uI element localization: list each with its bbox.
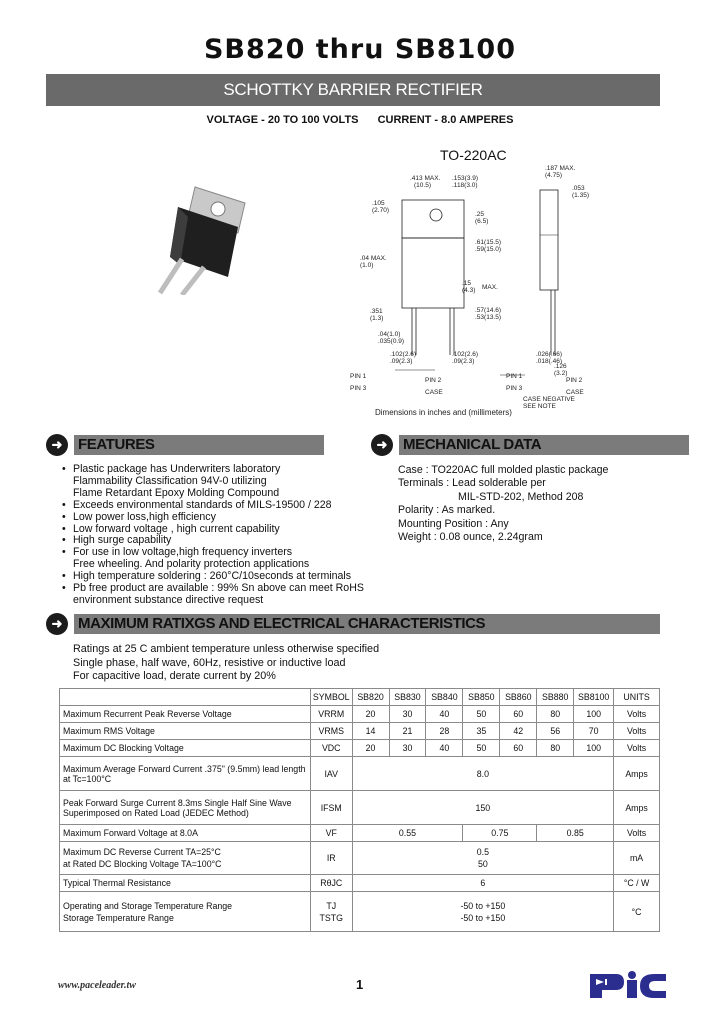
value-cell: 21: [389, 723, 426, 740]
dimension-label: .09(2.3): [390, 358, 413, 365]
subtitle-banner: SCHOTTKY BARRIER RECTIFIER: [46, 74, 660, 106]
condition-line: For capacitive load, derate current by 20%: [73, 670, 276, 682]
symbol-cell: IFSM: [310, 791, 352, 825]
symbol-cell: [310, 892, 352, 932]
arrow-icon: ➜: [46, 434, 68, 456]
dimension-label: .018(.46): [536, 358, 563, 365]
value-cell: [352, 892, 614, 932]
unit-cell: mA: [614, 842, 660, 875]
parameter-text: Operating and Storage Temperature Range: [63, 900, 233, 911]
symbol-text: TSTG: [319, 912, 343, 923]
value-cell: 56: [537, 723, 574, 740]
parameter-text: Maximum DC Reverse Current TA=25°C: [63, 847, 221, 857]
value-cell: 40: [426, 740, 463, 757]
dimension-label: CASE: [566, 389, 584, 396]
dimension-label: .102(2.6): [452, 351, 479, 358]
parameter-cell: Peak Forward Surge Current 8.3ms Single Half Sine Wave Superimposed on Rated Load (JEDEC Method): [60, 791, 311, 825]
parameter-cell: Maximum RMS Voltage: [60, 723, 311, 740]
feature-text: High surge capability: [73, 534, 172, 547]
dimension-label: PIN 2: [566, 377, 583, 384]
dimension-label: .105: [372, 200, 385, 207]
pic-logo: [588, 970, 668, 1000]
feature-text: Low power loss,high efficiency: [73, 510, 216, 523]
dimension-label: .61(15.5): [475, 239, 502, 246]
dimension-label: CASE NEGATIVE: [523, 396, 575, 403]
value-cell: 14: [352, 723, 389, 740]
feature-text: Low forward voltage , high current capability: [73, 522, 280, 535]
table-row: [60, 825, 660, 842]
dimension-label: (1.3): [370, 315, 384, 322]
column-header: SB860: [500, 689, 537, 706]
column-header: SB840: [426, 689, 463, 706]
feature-text: Flammability Classification 94V-0 utilizing: [73, 474, 267, 487]
value-cell: 60: [500, 706, 537, 723]
column-header: SB830: [389, 689, 426, 706]
dimension-label: (6.5): [475, 218, 489, 225]
table-row: [60, 757, 660, 791]
column-header: SB880: [537, 689, 574, 706]
unit-cell: Amps: [614, 757, 660, 791]
dimension-label: .25: [475, 211, 485, 218]
condition-line: Ratings at 25 C ambient temperature unless otherwise specified: [73, 643, 380, 655]
value-cell: 100: [574, 740, 614, 757]
table-row: [60, 740, 660, 757]
value-cell: 0.55: [352, 825, 463, 842]
page-title: SB820 thru SB8100: [203, 34, 517, 65]
value-cell: 6: [352, 875, 614, 892]
dimension-label: (10.5): [414, 182, 431, 189]
column-header: UNITS: [614, 689, 660, 706]
table-row: [60, 875, 660, 892]
mechanical-item: Case : TO220AC full molded plastic package: [398, 464, 609, 476]
symbol-text: TJ: [326, 900, 337, 911]
value-text: 50: [477, 859, 488, 869]
value-text: 0.5: [476, 847, 489, 857]
dimension-label: (1.35): [572, 192, 589, 199]
dimension-label: .04 MAX.: [360, 255, 387, 262]
dimension-label: PIN 3: [506, 385, 523, 392]
dimension-label: .153(3.9): [452, 175, 479, 182]
dimension-label: (2.70): [372, 207, 389, 214]
dimension-label: (4.3): [462, 287, 476, 294]
dimension-label: .15: [462, 280, 472, 287]
symbol-cell: VF: [310, 825, 352, 842]
feature-text: Exceeds environmental standards of MILS-19500 / 228: [73, 498, 332, 511]
value-cell: 35: [463, 723, 500, 740]
features-heading-label: FEATURES: [74, 435, 324, 455]
value-cell: 0.85: [537, 825, 614, 842]
bullet-icon: •: [62, 570, 66, 583]
mechanical-heading: [371, 434, 689, 456]
bullet-icon: •: [62, 534, 66, 547]
value-cell: 30: [389, 740, 426, 757]
voltage-rating: VOLTAGE - 20 TO 100 VOLTS: [206, 114, 359, 126]
feature-text: Free wheeling. And polarity protection applications: [73, 558, 310, 571]
parameter-cell: Maximum DC Blocking Voltage: [60, 740, 311, 757]
column-header: SB8100: [574, 689, 614, 706]
unit-cell: Amps: [614, 791, 660, 825]
bullet-icon: •: [62, 498, 66, 511]
parameter-cell: Typical Thermal Resistance: [60, 875, 311, 892]
dimension-label: CASE: [425, 389, 443, 396]
dimension-label: .102(2.6): [390, 351, 417, 358]
unit-cell: Volts: [614, 740, 660, 757]
dimension-label: PIN 1: [350, 373, 367, 380]
parameter-text: at Rated DC Blocking Voltage TA=100°C: [63, 859, 222, 869]
parameter-cell: Maximum Recurrent Peak Reverse Voltage: [60, 706, 311, 723]
feature-text: Pb free product are available : 99% Sn above can meet RoHS: [73, 582, 364, 595]
dimension-label: .126: [554, 363, 567, 370]
dimension-label: .035(0.9): [378, 338, 405, 345]
unit-cell: °C: [614, 892, 660, 932]
feature-text: Plastic package has Underwriters laboratory: [73, 463, 281, 475]
feature-text: High temperature soldering : 260°C/10seconds at terminals: [73, 570, 352, 583]
symbol-cell: RθJC: [310, 875, 352, 892]
dimension-label: .09(2.3): [452, 358, 475, 365]
parameter-cell: [60, 842, 311, 875]
ratings-heading: [46, 613, 660, 635]
footer-url: www.paceleader.tw: [58, 980, 136, 991]
feature-item: [62, 595, 372, 607]
ratings-heading-label: MAXIMUM RATIXGS AND ELECTRICAL CHARACTERISTICS: [74, 614, 660, 634]
package-dimension-drawing: [340, 160, 670, 420]
feature-text: environment substance directive request: [73, 593, 264, 606]
table-row: [60, 723, 660, 740]
rating-conditions: [73, 643, 379, 684]
dimension-label: .57(14.6): [475, 307, 502, 314]
dimension-label: .59(15.0): [475, 246, 502, 253]
ratings-table: [59, 688, 660, 932]
value-cell: 50: [463, 740, 500, 757]
mechanical-item: Weight : 0.08 ounce, 2.24gram: [398, 531, 543, 544]
dimension-label: PIN 1: [506, 373, 523, 380]
dimension-label: .118(3.0): [452, 182, 478, 189]
feature-text: For use in low voltage,high frequency inverters: [73, 546, 293, 559]
parameter-cell: Maximum Forward Voltage at 8.0A: [60, 825, 311, 842]
arrow-icon: ➜: [46, 613, 68, 635]
dimension-label: (4.75): [545, 172, 562, 179]
table-row: [60, 791, 660, 825]
table-header-row: [60, 689, 660, 706]
table-row: [60, 706, 660, 723]
dimension-label: SEE NOTE: [523, 403, 556, 410]
package-photo: [130, 185, 260, 295]
mechanical-item: Terminals : Lead solderable per: [398, 477, 546, 490]
mechanical-item: MIL-STD-202, Method 208: [458, 490, 584, 503]
value-cell: 20: [352, 740, 389, 757]
arrow-icon: ➜: [371, 434, 393, 456]
dimension-label: .04(1.0): [378, 331, 401, 338]
value-cell: 100: [574, 706, 614, 723]
feature-text: Flame Retardant Epoxy Molding Compound: [73, 486, 280, 499]
value-cell: 70: [574, 723, 614, 740]
symbol-cell: IAV: [310, 757, 352, 791]
bullet-icon: •: [62, 582, 66, 595]
dimensions-note: Dimensions in inches and (millimeters): [375, 408, 512, 417]
value-cell: 20: [352, 706, 389, 723]
dimension-label: PIN 2: [425, 377, 442, 384]
parameter-text: Storage Temperature Range: [63, 912, 174, 923]
condition-line: Single phase, half wave, 60Hz, resistive or inductive load: [73, 656, 346, 669]
value-cell: 42: [500, 723, 537, 740]
value-cell: 28: [426, 723, 463, 740]
unit-cell: Volts: [614, 706, 660, 723]
dimension-label: .053: [572, 185, 585, 192]
dimension-label: .351: [370, 308, 383, 315]
symbol-cell: IR: [310, 842, 352, 875]
current-rating: CURRENT - 8.0 AMPERES: [377, 114, 514, 126]
dimension-label: (3.2): [554, 370, 568, 377]
value-cell: 50: [463, 706, 500, 723]
value-cell: 80: [537, 706, 574, 723]
mechanical-item: Mounting Position : Any: [398, 517, 509, 530]
package-name: TO-220AC: [440, 147, 507, 163]
value-cell: 60: [500, 740, 537, 757]
features-heading: [46, 434, 324, 456]
dimension-label: .026(.66): [536, 351, 563, 358]
value-cell: 150: [352, 791, 614, 825]
features-list: [62, 464, 372, 607]
unit-cell: Volts: [614, 825, 660, 842]
value-text: -50 to +150: [460, 912, 506, 923]
table-row: [60, 892, 660, 932]
dimension-label: PIN 3: [350, 385, 367, 392]
dimension-label: MAX.: [482, 284, 498, 291]
column-header: [60, 689, 311, 706]
mechanical-data-list: [398, 464, 668, 544]
value-cell: 30: [389, 706, 426, 723]
unit-cell: Volts: [614, 723, 660, 740]
column-header: SB820: [352, 689, 389, 706]
value-cell: 40: [426, 706, 463, 723]
value-cell: 0.75: [463, 825, 537, 842]
symbol-cell: VDC: [310, 740, 352, 757]
dimension-label: .53(13.5): [475, 314, 502, 321]
table-row: [60, 842, 660, 875]
column-header: SYMBOL: [310, 689, 352, 706]
value-cell: 80: [537, 740, 574, 757]
page-number: 1: [356, 977, 364, 992]
value-cell: [352, 842, 614, 875]
bullet-icon: •: [62, 463, 66, 475]
value-cell: 8.0: [352, 757, 614, 791]
unit-cell: °C / W: [614, 875, 660, 892]
dimension-label: (1.0): [360, 262, 374, 269]
mechanical-heading-label: MECHANICAL DATA: [399, 435, 689, 455]
mechanical-item: Polarity : As marked.: [398, 504, 496, 517]
parameter-cell: [60, 892, 311, 932]
bullet-icon: •: [62, 522, 66, 535]
bullet-icon: •: [62, 510, 66, 523]
symbol-cell: VRRM: [310, 706, 352, 723]
rating-summary: [0, 114, 720, 126]
dimension-label: .413 MAX.: [410, 175, 441, 182]
bullet-icon: •: [62, 546, 66, 559]
dimension-label: .187 MAX.: [545, 165, 576, 172]
value-text: -50 to +150: [460, 900, 506, 911]
column-header: SB850: [463, 689, 500, 706]
symbol-cell: VRMS: [310, 723, 352, 740]
parameter-cell: Maximum Average Forward Current .375" (9.5mm) lead length at Tc=100°C: [60, 757, 311, 791]
